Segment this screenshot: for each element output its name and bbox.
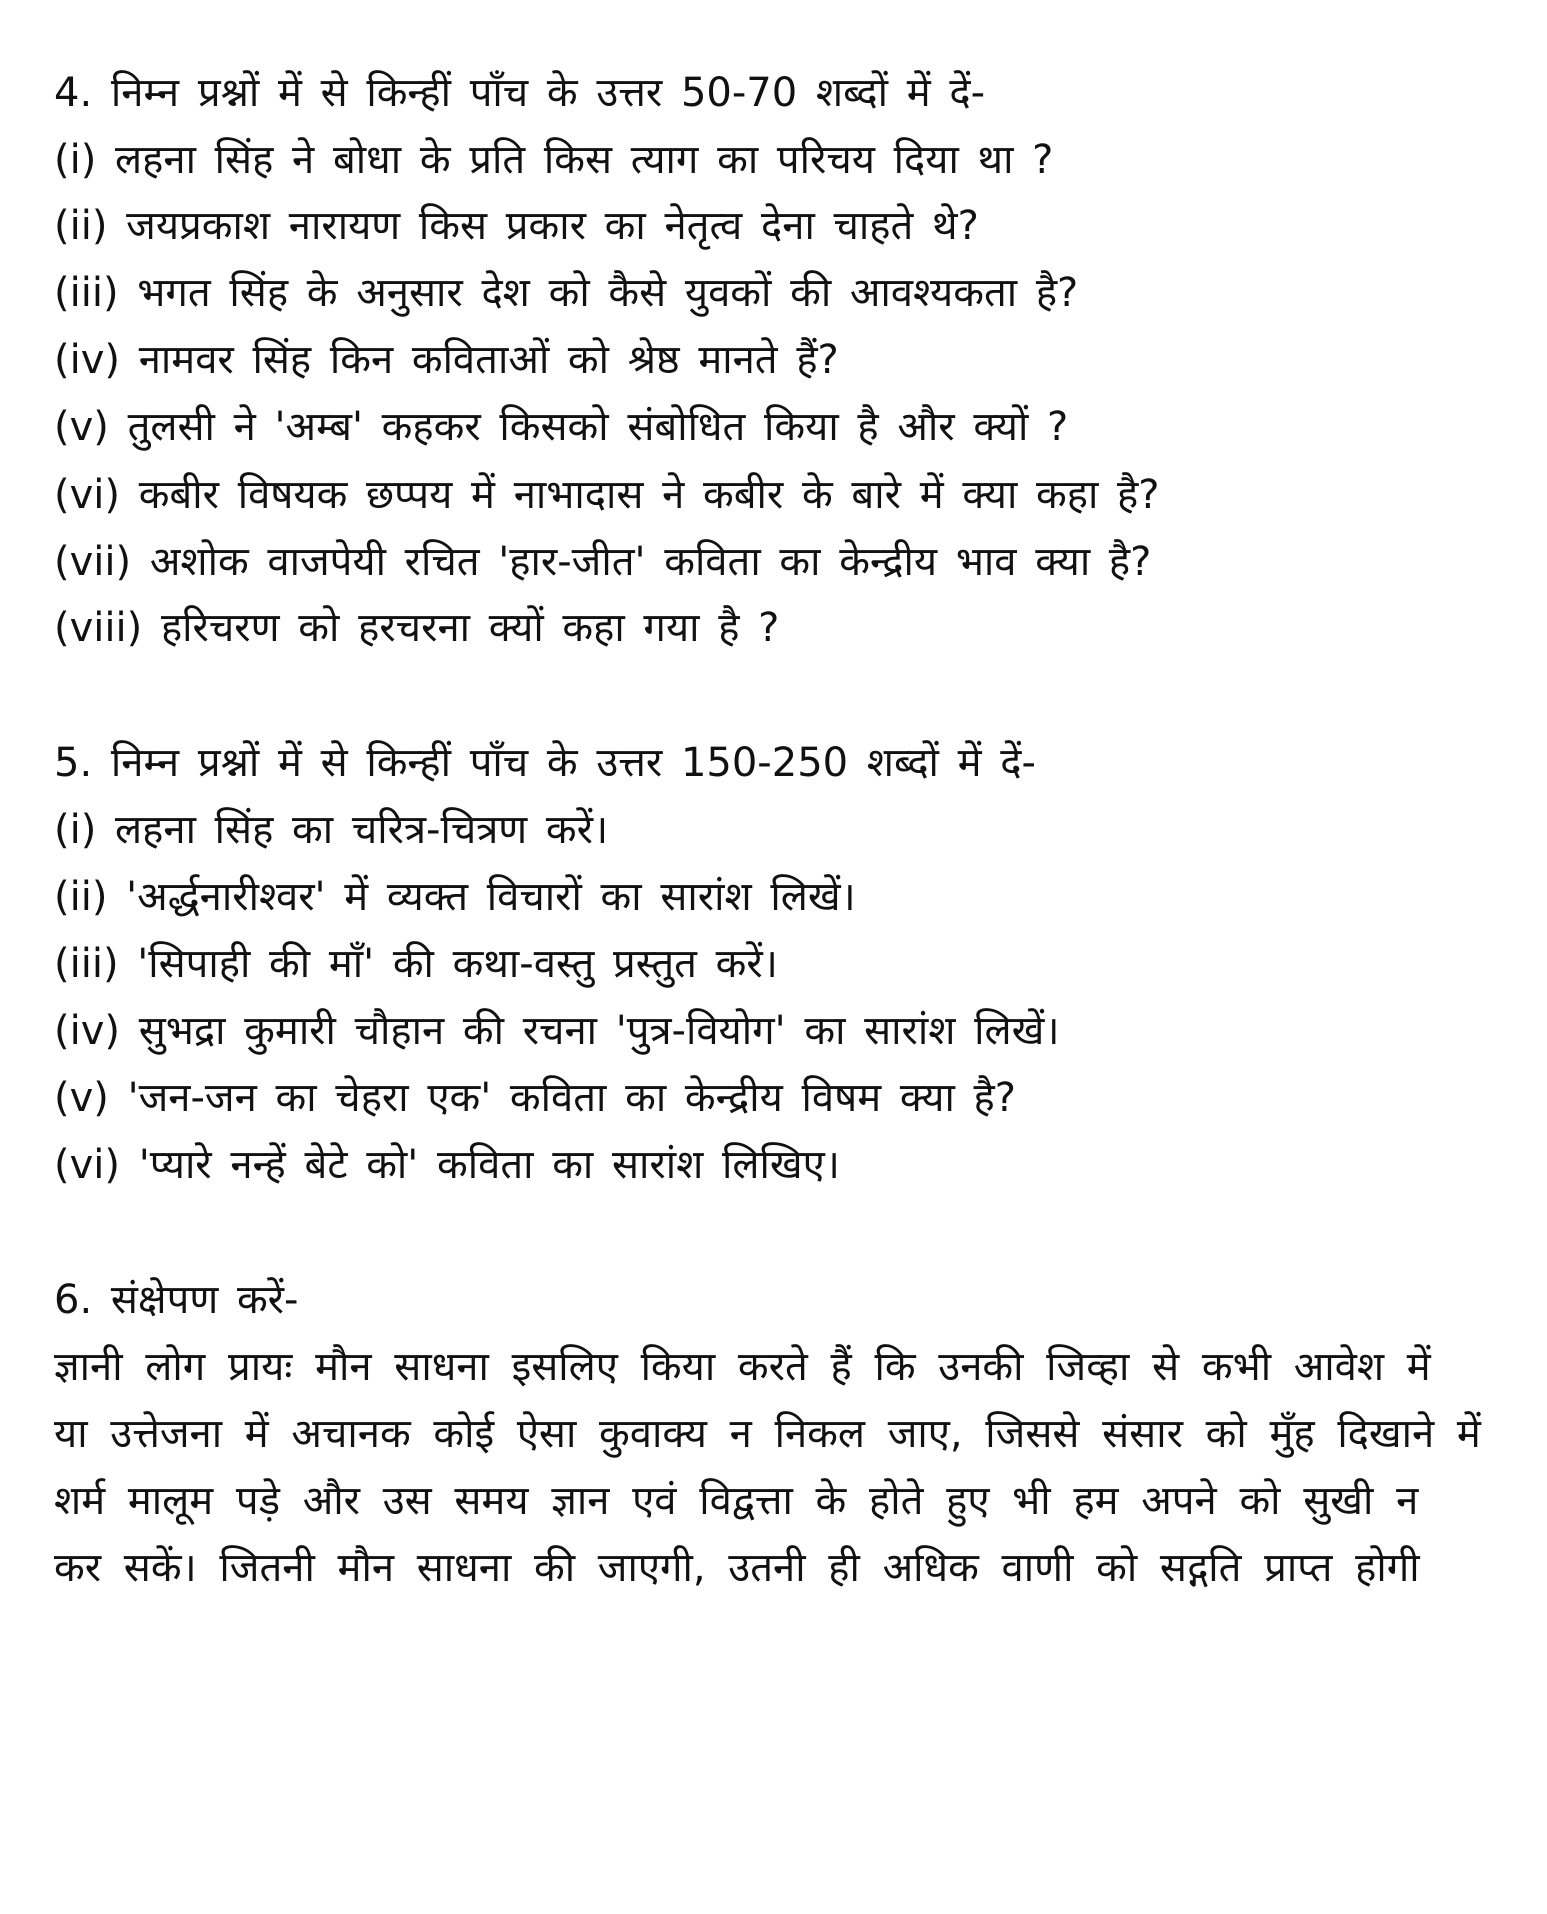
section-6-heading: 6. संक्षेपण करें- [54,1277,299,1323]
section-5-question-3: (iii) 'सिपाही की माँ' की कथा-वस्तु प्रस्तुत करें। [54,941,778,987]
section-4-question-6: (vi) कबीर विषयक छप्पय में नाभादास ने कबीर के बारे में क्या कहा है? [54,472,1160,518]
section-5-heading: 5. निम्न प्रश्नों में से किन्हीं पाँच के उत्तर 150-250 शब्दों में दें- [54,740,1036,786]
section-5-question-2: (ii) 'अर्द्धनारीश्वर' में व्यक्त विचारों का सारांश लिखें। [54,874,856,920]
section-4-question-5: (v) तुलसी ने 'अम्ब' कहकर किसको संबोधित किया है और क्यों ? [54,404,1069,450]
section-5-question-6: (vi) 'प्यारे नन्हें बेटे को' कविता का सारांश लिखिए। [54,1142,840,1188]
section-4-question-2: (ii) जयप्रकाश नारायण किस प्रकार का नेतृत्व देना चाहते थे? [54,203,979,249]
passage-line-3: शर्म मालूम पड़े और उस समय ज्ञान एवं विद्वत्ता के होते हुए भी हम अपने को सुखी न [54,1478,1419,1524]
section-5-question-5: (v) 'जन-जन का चेहरा एक' कविता का केन्द्रीय विषम क्या है? [54,1075,1017,1121]
section-4-question-1: (i) लहना सिंह ने बोधा के प्रति किस त्याग का परिचय दिया था ? [54,137,1054,183]
section-5-question-4: (iv) सुभद्रा कुमारी चौहान की रचना 'पुत्र-वियोग' का सारांश लिखें। [54,1008,1060,1054]
section-4-question-4: (iv) नामवर सिंह किन कविताओं को श्रेष्ठ मानते हैं? [54,337,839,383]
passage-line-1: ज्ञानी लोग प्रायः मौन साधना इसलिए किया करते हैं कि उनकी जिव्हा से कभी आवेश में [54,1344,1431,1390]
section-4-heading: 4. निम्न प्रश्नों में से किन्हीं पाँच के उत्तर 50-70 शब्दों में दें- [54,70,986,116]
passage-line-2: या उत्तेजना में अचानक कोई ऐसा कुवाक्य न निकल जाए, जिससे संसार को मुँह दिखाने में [54,1411,1481,1457]
section-4-question-7: (vii) अशोक वाजपेयी रचित 'हार-जीत' कविता का केन्द्रीय भाव क्या है? [54,539,1152,585]
section-4-question-3: (iii) भगत सिंह के अनुसार देश को कैसे युवकों की आवश्यकता है? [54,270,1079,316]
section-4-question-8: (viii) हरिचरण को हरचरना क्यों कहा गया है ? [54,605,780,651]
passage-line-4: कर सकें। जितनी मौन साधना की जाएगी, उतनी ही अधिक वाणी को सद्गति प्राप्त होगी [54,1545,1420,1591]
section-5-question-1: (i) लहना सिंह का चरित्र-चित्रण करें। [54,807,609,853]
